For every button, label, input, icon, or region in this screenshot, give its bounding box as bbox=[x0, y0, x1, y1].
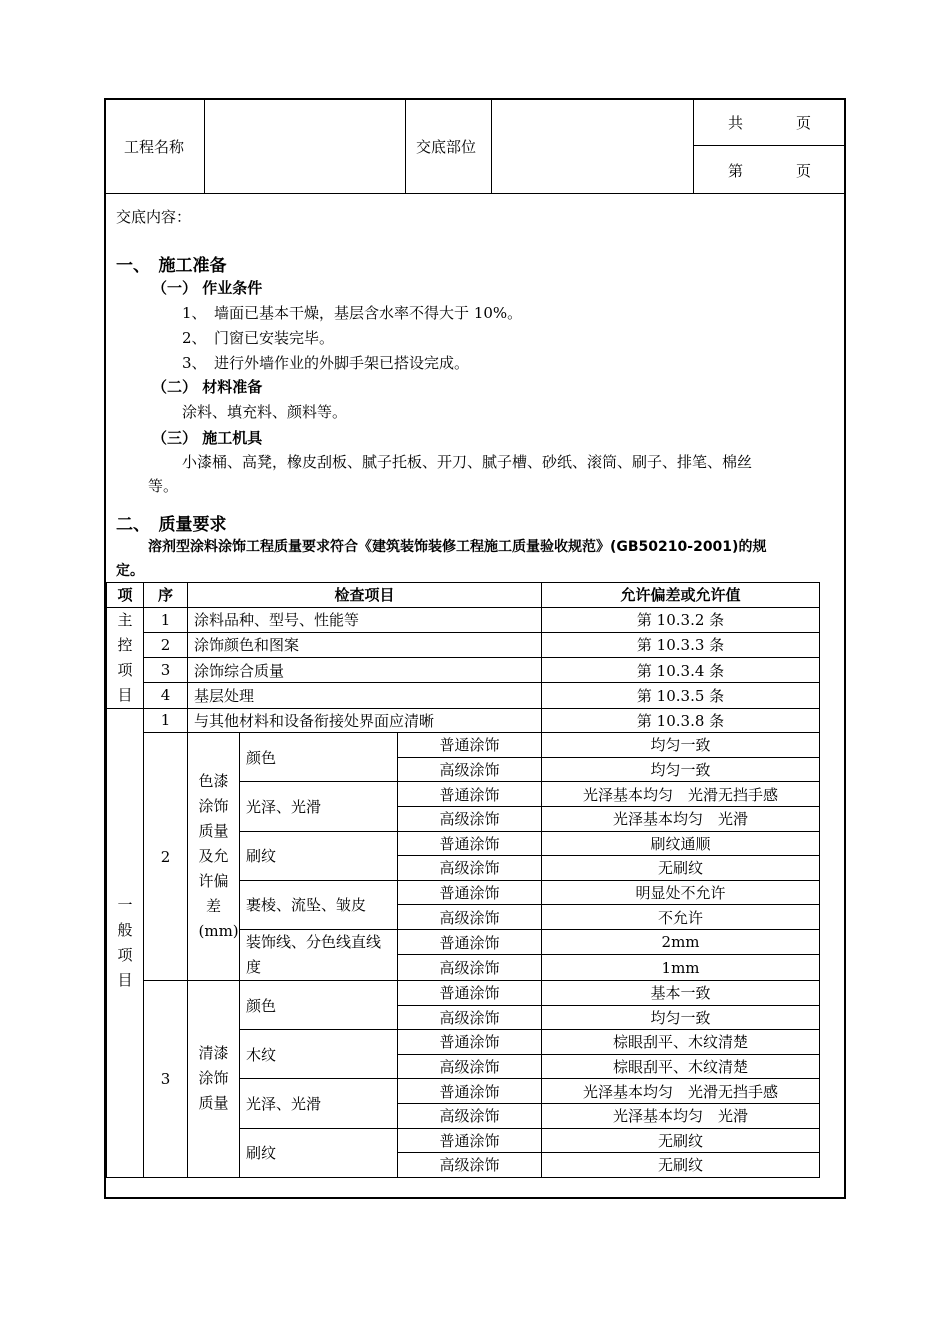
seq-cell: 1 bbox=[144, 607, 188, 632]
check-item-cell: 基层处理 bbox=[188, 683, 542, 708]
sub3-title: （三） 施工机具 bbox=[152, 429, 263, 447]
grade-advanced-cell: 高级涂饰 bbox=[398, 955, 542, 981]
grade-normal-cell: 普通涂饰 bbox=[398, 782, 542, 807]
grade-advanced-cell: 高级涂饰 bbox=[398, 856, 542, 881]
location-label: 交底部位 bbox=[416, 138, 477, 156]
value-cell: 均匀一致 bbox=[542, 733, 820, 758]
value-cell: 刷纹通顺 bbox=[542, 831, 820, 856]
grade-normal-cell: 普通涂饰 bbox=[398, 733, 542, 758]
seq-cell: 4 bbox=[144, 683, 188, 708]
value-cell: 无刷纹 bbox=[542, 1128, 820, 1153]
table-row bbox=[107, 683, 820, 708]
header-check: 检查项目 bbox=[188, 583, 542, 608]
clear-paint-label-cell bbox=[188, 980, 240, 1177]
total-pages-unit: 页 bbox=[796, 114, 812, 132]
check-item-cell: 光泽、光滑 bbox=[240, 1079, 398, 1128]
section2-title: 二、 质量要求 bbox=[116, 515, 227, 535]
main-group-cell bbox=[107, 607, 144, 708]
sub1-item-2: 2、 门窗已安装完毕。 bbox=[182, 329, 335, 347]
section1-title: 一、 施工准备 bbox=[116, 256, 227, 276]
section2-intro-line2: 定。 bbox=[116, 563, 144, 579]
sub3-text-line1: 小漆桶、高凳，橡皮刮板、腻子托板、开刀、腻子槽、砂纸、滚筒、刷子、排笔、棉丝 bbox=[182, 453, 753, 471]
grade-advanced-cell: 高级涂饰 bbox=[398, 806, 542, 831]
value-cell: 基本一致 bbox=[542, 980, 820, 1005]
form-header bbox=[106, 100, 844, 194]
value-cell: 均匀一致 bbox=[542, 1005, 820, 1030]
table-row bbox=[107, 708, 820, 733]
value-cell: 第 10.3.8 条 bbox=[542, 708, 820, 733]
value-cell: 光泽基本均匀 光滑无挡手感 bbox=[542, 782, 820, 807]
grade-normal-cell: 普通涂饰 bbox=[398, 880, 542, 905]
total-pages-cell bbox=[694, 100, 844, 146]
value-cell: 1mm bbox=[542, 955, 820, 981]
seq-cell: 3 bbox=[144, 658, 188, 683]
sub2-title: （二） 材料准备 bbox=[152, 378, 263, 396]
clear-paint-label: 清漆涂饰质量 bbox=[198, 1044, 229, 1113]
check-item-cell: 裹棱、流坠、皱皮 bbox=[240, 880, 398, 929]
grade-normal-cell: 普通涂饰 bbox=[398, 831, 542, 856]
header-item: 项 bbox=[107, 583, 144, 608]
header-seq: 序 bbox=[144, 583, 188, 608]
seq-cell: 2 bbox=[144, 632, 188, 657]
check-item-cell: 涂饰颜色和图案 bbox=[188, 632, 542, 657]
grade-advanced-cell: 高级涂饰 bbox=[398, 1054, 542, 1079]
check-item-cell: 与其他材料和设备衔接处界面应清晰 bbox=[188, 708, 542, 733]
value-cell: 不允许 bbox=[542, 905, 820, 930]
page-number-label: 第 bbox=[728, 161, 744, 180]
quality-table bbox=[106, 582, 820, 1178]
value-cell: 均匀一致 bbox=[542, 757, 820, 782]
grade-advanced-cell: 高级涂饰 bbox=[398, 757, 542, 782]
value-cell: 第 10.3.3 条 bbox=[542, 632, 820, 657]
content-label: 交底内容： bbox=[116, 208, 192, 226]
sub1-item-1: 1、 墙面已基本干燥，基层含水率不得大于 10%。 bbox=[182, 304, 523, 322]
table-header-row bbox=[107, 583, 820, 608]
section2-intro-line1: 溶剂型涂料涂饰工程质量要求符合《建筑装饰装修工程施工质量验收规范》(GB50210-2001)的规 bbox=[148, 539, 767, 555]
general-group-cell bbox=[107, 708, 144, 1177]
grade-advanced-cell: 高级涂饰 bbox=[398, 1153, 542, 1178]
check-item-cell: 颜色 bbox=[240, 980, 398, 1029]
table-row bbox=[107, 658, 820, 683]
value-cell: 无刷纹 bbox=[542, 856, 820, 881]
check-item-cell: 刷纹 bbox=[240, 831, 398, 880]
sub2-text: 涂料、填充料、颜料等。 bbox=[182, 403, 348, 421]
grade-advanced-cell: 高级涂饰 bbox=[398, 1005, 542, 1030]
disclosure-form bbox=[104, 98, 846, 1199]
check-item-cell: 光泽、光滑 bbox=[240, 782, 398, 831]
project-name-label: 工程名称 bbox=[124, 138, 185, 156]
grade-advanced-cell: 高级涂饰 bbox=[398, 1103, 542, 1128]
value-cell: 第 10.3.5 条 bbox=[542, 683, 820, 708]
seq-cell: 2 bbox=[144, 733, 188, 981]
main-group-label: 主控项目 bbox=[117, 610, 133, 704]
table-row bbox=[107, 980, 820, 1005]
page-number-cell bbox=[694, 147, 844, 193]
value-cell: 光泽基本均匀 光滑 bbox=[542, 1103, 820, 1128]
value-cell: 无刷纹 bbox=[542, 1153, 820, 1178]
table-row bbox=[107, 607, 820, 632]
check-item-cell: 刷纹 bbox=[240, 1128, 398, 1177]
seq-cell: 3 bbox=[144, 980, 188, 1177]
grade-advanced-cell: 高级涂饰 bbox=[398, 905, 542, 930]
header-allow: 允许偏差或允许值 bbox=[542, 583, 820, 608]
value-cell: 棕眼刮平、木纹清楚 bbox=[542, 1054, 820, 1079]
value-cell: 第 10.3.4 条 bbox=[542, 658, 820, 683]
color-paint-label: 色漆涂饰质量及允许偏差(mm) bbox=[198, 772, 239, 941]
seq-cell: 1 bbox=[144, 708, 188, 733]
value-cell: 明显处不允许 bbox=[542, 880, 820, 905]
grade-normal-cell: 普通涂饰 bbox=[398, 1128, 542, 1153]
project-name-value[interactable] bbox=[205, 100, 405, 193]
value-cell: 光泽基本均匀 光滑无挡手感 bbox=[542, 1079, 820, 1104]
sub1-item-3: 3、 进行外墙作业的外脚手架已搭设完成。 bbox=[182, 354, 470, 372]
check-item-cell: 涂饰综合质量 bbox=[188, 658, 542, 683]
check-item-cell: 木纹 bbox=[240, 1030, 398, 1079]
sub3-text-line2: 等。 bbox=[148, 477, 179, 495]
table-row bbox=[107, 632, 820, 657]
check-item-cell: 颜色 bbox=[240, 733, 398, 782]
location-value[interactable] bbox=[492, 100, 692, 193]
check-item-cell: 涂料品种、型号、性能等 bbox=[188, 607, 542, 632]
grade-normal-cell: 普通涂饰 bbox=[398, 1030, 542, 1055]
value-cell: 2mm bbox=[542, 929, 820, 955]
general-group-label: 一般项目 bbox=[117, 895, 133, 989]
grade-normal-cell: 普通涂饰 bbox=[398, 929, 542, 955]
value-cell: 棕眼刮平、木纹清楚 bbox=[542, 1030, 820, 1055]
check-item-cell: 装饰线、分色线直线度 bbox=[240, 929, 398, 980]
value-cell: 光泽基本均匀 光滑 bbox=[542, 806, 820, 831]
sub1-title: （一） 作业条件 bbox=[152, 279, 263, 297]
value-cell: 第 10.3.2 条 bbox=[542, 607, 820, 632]
table-row bbox=[107, 733, 820, 758]
total-pages-label: 共 bbox=[728, 114, 744, 132]
grade-normal-cell: 普通涂饰 bbox=[398, 980, 542, 1005]
page-number-unit: 页 bbox=[796, 161, 812, 180]
grade-normal-cell: 普通涂饰 bbox=[398, 1079, 542, 1104]
color-paint-label-cell bbox=[188, 733, 240, 981]
